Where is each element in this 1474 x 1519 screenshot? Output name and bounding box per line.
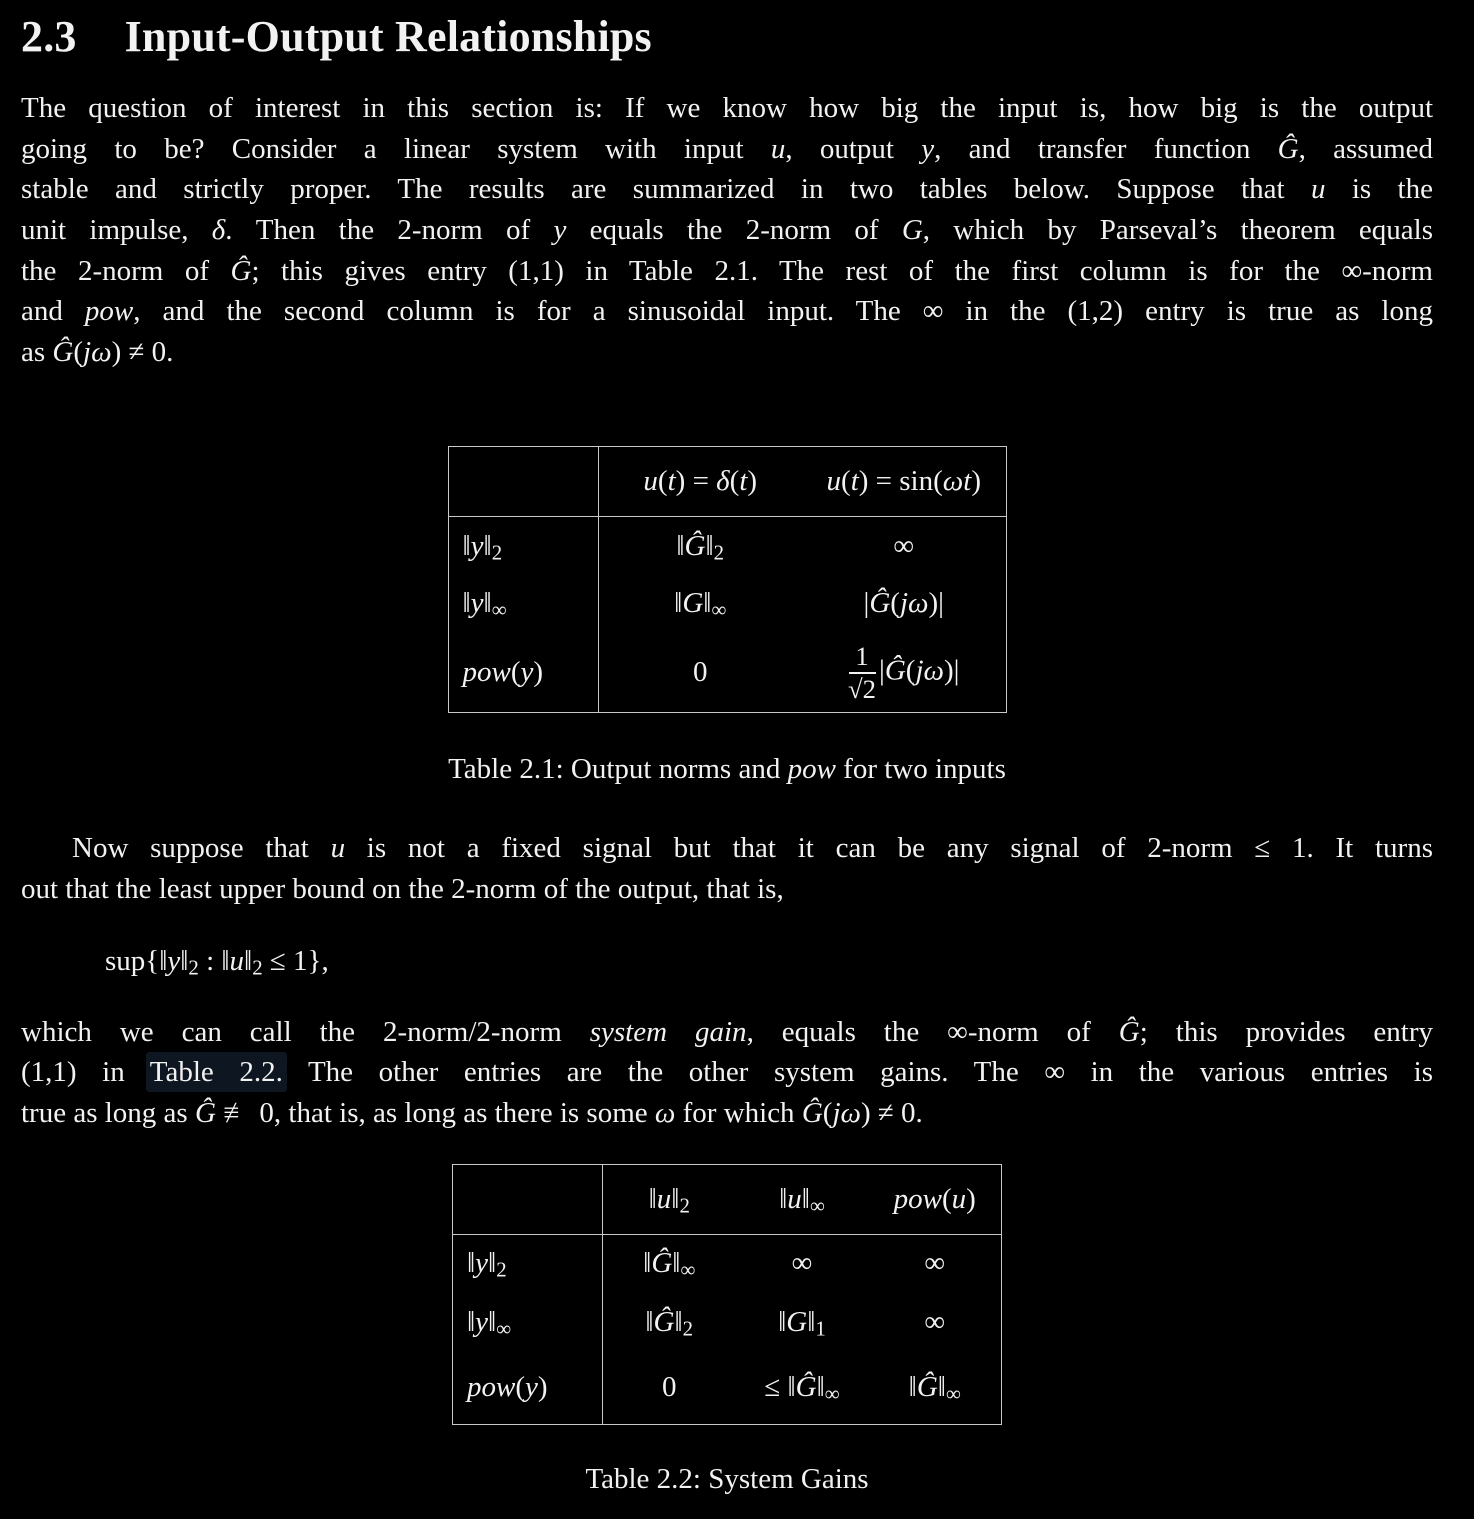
table-cell xyxy=(736,1352,869,1424)
text-run: 2 xyxy=(679,1193,690,1218)
text-run: ( xyxy=(942,1182,952,1215)
text-column xyxy=(21,0,1433,1499)
text-run: is the xyxy=(1325,173,1433,206)
text-run: jω xyxy=(915,654,944,687)
text-run: ( xyxy=(657,465,668,498)
text-line xyxy=(21,251,1433,292)
table-row xyxy=(453,1352,1002,1424)
row-label-cell xyxy=(448,575,598,633)
text-run: ( xyxy=(510,656,521,689)
text-run: ( xyxy=(515,1371,526,1404)
text-run: $\frac{1}{√2}$ xyxy=(848,640,877,705)
text-run: 2 xyxy=(252,955,263,980)
table-cell xyxy=(869,1352,1002,1424)
text-line xyxy=(21,1052,1433,1093)
text-run: Ĝ xyxy=(916,1371,938,1404)
table-2-2 xyxy=(452,1164,1002,1425)
table-cell xyxy=(869,1292,1002,1352)
text-run: : ‖ xyxy=(198,945,230,978)
table-row xyxy=(448,633,1006,713)
text-run: The question of interest in this section is: If we know how big the input is, how big is the output xyxy=(21,92,1433,125)
text-run: y xyxy=(475,1305,489,1338)
text-run: ∞ xyxy=(924,1305,946,1338)
text-line xyxy=(21,291,1433,332)
table-cell xyxy=(603,1352,736,1424)
table-cell xyxy=(869,1234,1002,1292)
text-run: ; this provides entry xyxy=(1139,1015,1434,1048)
column-header-cell xyxy=(598,447,802,517)
text-run: ‖ xyxy=(703,587,712,620)
column-header-cell xyxy=(869,1164,1002,1234)
text-run: pow xyxy=(462,656,511,689)
text-run: ∞ xyxy=(824,1381,840,1406)
text-run: for two inputs xyxy=(835,753,1006,786)
text-run: u xyxy=(1310,173,1326,206)
text-run: , equals the ∞-norm of xyxy=(746,1015,1119,1048)
text-run: ∞ xyxy=(680,1257,696,1282)
text-run: )| xyxy=(928,587,944,620)
text-run: ( xyxy=(822,1096,833,1129)
text-run: ) xyxy=(533,656,544,689)
text-run: system gain xyxy=(589,1015,747,1048)
text-run: ∞ xyxy=(496,1316,512,1341)
text-run: 1 xyxy=(815,1316,826,1341)
text-run: as xyxy=(21,335,53,368)
text-run: ≢ 0, that is, as long as there is some xyxy=(215,1096,655,1129)
text-run: 0 xyxy=(662,1371,677,1404)
text-run: | xyxy=(863,587,870,620)
text-line xyxy=(21,210,1433,251)
text-run: (1,1) in xyxy=(21,1056,150,1089)
text-run: y xyxy=(167,945,181,978)
text-run: ≤ 1}, xyxy=(262,945,329,978)
text-run: t xyxy=(667,465,676,498)
text-run: Table 2.2: System Gains xyxy=(585,1462,869,1495)
column-header-cell xyxy=(603,1164,736,1234)
table-cell xyxy=(736,1234,869,1292)
text-run: jω xyxy=(832,1096,861,1129)
table-header-row xyxy=(453,1164,1002,1234)
text-line xyxy=(21,828,1433,869)
text-run: t xyxy=(850,465,859,498)
text-run: ‖ xyxy=(674,587,683,620)
text-run: ) xyxy=(971,465,981,498)
text-run: ∞ xyxy=(809,1193,825,1218)
text-run: Table 2.1: Output norms and xyxy=(448,753,788,786)
table-row xyxy=(453,1292,1002,1352)
table-2-2-link[interactable]: Table 2.2. xyxy=(149,1056,283,1089)
text-run: ∞ xyxy=(893,529,915,562)
table-row xyxy=(448,517,1006,575)
text-run: ( xyxy=(73,335,84,368)
paragraph-intro xyxy=(21,88,1433,372)
text-run: u xyxy=(770,132,786,165)
table-cell xyxy=(736,1292,869,1352)
text-run: is not a fixed signal but that it can be any signal of 2-norm ≤ 1. It turns xyxy=(345,832,1433,865)
text-run: u xyxy=(643,465,658,498)
text-run: 0 xyxy=(693,656,708,689)
text-run: G xyxy=(901,214,923,247)
text-run: ‖ xyxy=(244,945,253,978)
text-run: , and transfer function xyxy=(934,132,1278,165)
row-label-cell xyxy=(448,517,598,575)
row-label-cell xyxy=(453,1234,603,1292)
text-run: , output xyxy=(785,132,922,165)
text-run: Ĝ xyxy=(795,1371,817,1404)
table-cell xyxy=(598,633,802,713)
text-run: ‖ xyxy=(671,1182,680,1215)
text-run: ωt xyxy=(942,465,972,498)
text-run: 2 xyxy=(682,1316,694,1341)
row-label-cell xyxy=(448,633,598,713)
section-heading xyxy=(21,0,1433,61)
text-run: Ĝ xyxy=(801,1096,823,1129)
text-run: u xyxy=(229,945,245,978)
text-run: going to be? Consider a linear system with input xyxy=(21,132,771,165)
corner-cell xyxy=(448,447,598,517)
text-run: sup{‖ xyxy=(105,945,168,978)
text-run: y xyxy=(525,1371,538,1404)
text-run: Ĝ xyxy=(884,654,906,687)
text-run: pow xyxy=(893,1182,942,1215)
text-run: ‖ xyxy=(705,529,714,562)
text-run: pow xyxy=(84,295,134,328)
text-run: ‖ xyxy=(462,529,471,562)
text-run: ‖ xyxy=(807,1305,816,1338)
text-run: ≤ ‖ xyxy=(764,1371,796,1404)
row-label-cell xyxy=(453,1292,603,1352)
text-line xyxy=(21,869,1433,910)
text-run: unit impulse, xyxy=(21,214,212,247)
text-run: ( xyxy=(729,465,740,498)
table-cell xyxy=(603,1292,736,1352)
text-run: ‖ xyxy=(801,1182,810,1215)
text-run: the 2-norm of xyxy=(21,254,231,287)
text-run: | xyxy=(879,654,885,687)
text-run: 2 xyxy=(496,1257,507,1282)
text-run: ‖ xyxy=(937,1371,946,1404)
table-cell xyxy=(802,575,1006,633)
text-run: , and the second column is for a sinusoidal input. The ∞ in the (1,2) entry is true as long xyxy=(133,295,1433,328)
text-run: ( xyxy=(890,587,900,620)
text-run: δ xyxy=(716,465,730,498)
text-run: y xyxy=(553,214,567,247)
display-equation xyxy=(21,941,1433,982)
table-header-row xyxy=(448,447,1006,517)
table-row xyxy=(453,1234,1002,1292)
text-run: u xyxy=(330,832,346,865)
text-line xyxy=(21,1012,1433,1053)
text-run: ‖ xyxy=(180,945,189,978)
text-line xyxy=(21,129,1433,170)
text-run: ‖ xyxy=(467,1305,476,1338)
text-run: ) xyxy=(537,1371,548,1404)
text-run: ‖ xyxy=(816,1371,825,1404)
text-run: ω xyxy=(654,1096,676,1129)
text-run: ‖ xyxy=(908,1371,917,1404)
text-run: ‖ xyxy=(648,1182,657,1215)
text-run: G xyxy=(786,1305,808,1338)
text-run: ‖ xyxy=(672,1246,681,1279)
text-run: and xyxy=(21,295,85,328)
table-cell xyxy=(598,575,802,633)
text-run: ‖ xyxy=(779,1182,788,1215)
column-header-cell xyxy=(736,1164,869,1234)
table-2-1 xyxy=(448,446,1007,713)
text-run: ‖ xyxy=(488,1305,497,1338)
corner-cell xyxy=(453,1164,603,1234)
text-run: Ĝ xyxy=(52,335,74,368)
table-cell xyxy=(802,517,1006,575)
text-run: jω xyxy=(899,587,929,620)
text-run: ‖ xyxy=(643,1246,652,1279)
text-run: ( xyxy=(905,654,916,687)
column-header-cell xyxy=(802,447,1006,517)
text-run: pow xyxy=(467,1371,516,1404)
text-run: u xyxy=(656,1182,672,1215)
table-cell xyxy=(598,517,802,575)
text-run: ) = sin( xyxy=(858,465,943,498)
text-run: 2 xyxy=(491,540,503,565)
text-line xyxy=(21,88,1433,129)
text-run: ) ≠ 0. xyxy=(111,335,174,368)
text-run: ‖ xyxy=(488,1246,497,1279)
text-run: Ĝ xyxy=(684,529,706,562)
table-row xyxy=(448,575,1006,633)
text-run: ∞ xyxy=(945,1381,961,1406)
text-run: true as long as xyxy=(21,1096,195,1129)
section-number: 2.3 xyxy=(21,12,77,61)
text-run: , which by Parseval’s theorem equals xyxy=(922,214,1433,247)
text-run: Now suppose that xyxy=(72,832,331,865)
text-run: ‖ xyxy=(483,587,492,620)
text-run: 2 xyxy=(188,955,199,980)
text-run: for which xyxy=(675,1096,802,1129)
text-run: ‖ xyxy=(645,1305,654,1338)
table-cell xyxy=(603,1234,736,1292)
table-2-2-caption xyxy=(21,1459,1433,1500)
paragraph-suppose xyxy=(21,828,1433,909)
text-run: ∞ xyxy=(711,598,727,622)
text-run: out that the least upper bound on the 2-norm of the output, that is, xyxy=(21,872,784,905)
text-run: ∞ xyxy=(791,1246,813,1279)
text-run: t xyxy=(739,465,748,498)
text-run: ) = xyxy=(675,465,717,498)
table-cell xyxy=(802,633,1006,713)
text-run: ∞ xyxy=(924,1246,946,1279)
text-run: Ĝ xyxy=(230,254,252,287)
text-run: ‖ xyxy=(778,1305,787,1338)
text-run: ‖ xyxy=(483,529,492,562)
text-run: y xyxy=(520,656,534,689)
text-run: y xyxy=(475,1246,489,1279)
text-run: pow xyxy=(787,753,836,786)
text-run: Ĝ xyxy=(1118,1015,1140,1048)
text-run: ‖ xyxy=(676,529,685,562)
row-label-cell xyxy=(453,1352,603,1424)
text-line xyxy=(21,169,1433,210)
text-run: ) ≠ 0. xyxy=(860,1096,923,1129)
text-run: y xyxy=(470,587,484,620)
text-run: ‖ xyxy=(467,1246,476,1279)
text-run: , assumed xyxy=(1298,132,1434,165)
text-run: equals the 2-norm of xyxy=(566,214,902,247)
text-run: ‖ xyxy=(462,587,471,620)
text-run: )| xyxy=(944,654,960,687)
text-run: Ĝ xyxy=(194,1096,216,1129)
text-run: Ĝ xyxy=(653,1305,675,1338)
paragraph-system-gain xyxy=(21,1012,1433,1134)
text-run: . Then the 2-norm of xyxy=(225,214,554,247)
text-run: stable and strictly proper. The results are summarized in two tables below. Suppose that xyxy=(21,173,1311,206)
text-run: Ĝ xyxy=(1277,132,1299,165)
text-run: The other entries are the other system gains. The ∞ in the various entries is xyxy=(282,1056,1433,1089)
text-run: ( xyxy=(841,465,851,498)
text-run: Ĝ xyxy=(869,587,891,620)
text-run: jω xyxy=(83,335,112,368)
text-run: y xyxy=(921,132,935,165)
text-run: ) xyxy=(747,465,758,498)
text-run: which we can call the 2-norm/2-norm xyxy=(21,1015,590,1048)
text-run: ; this gives entry (1,1) in Table 2.1. The rest of the first column is for the ∞-norm xyxy=(251,254,1433,287)
text-line xyxy=(21,1093,1433,1134)
text-run: δ xyxy=(211,214,226,247)
text-run: ∞ xyxy=(491,598,507,622)
text-run: ) xyxy=(966,1182,976,1215)
text-run: u xyxy=(951,1182,967,1215)
text-run: y xyxy=(470,529,484,562)
section-title: Input-Output Relationships xyxy=(124,12,652,61)
text-run: 2 xyxy=(713,540,725,565)
text-run: u xyxy=(826,465,842,498)
table-2-1-caption xyxy=(21,749,1433,790)
text-run: ‖ xyxy=(674,1305,683,1338)
text-run: Ĝ xyxy=(651,1246,673,1279)
text-run: G xyxy=(682,587,704,620)
text-run: u xyxy=(787,1182,802,1215)
text-line xyxy=(21,332,1433,373)
